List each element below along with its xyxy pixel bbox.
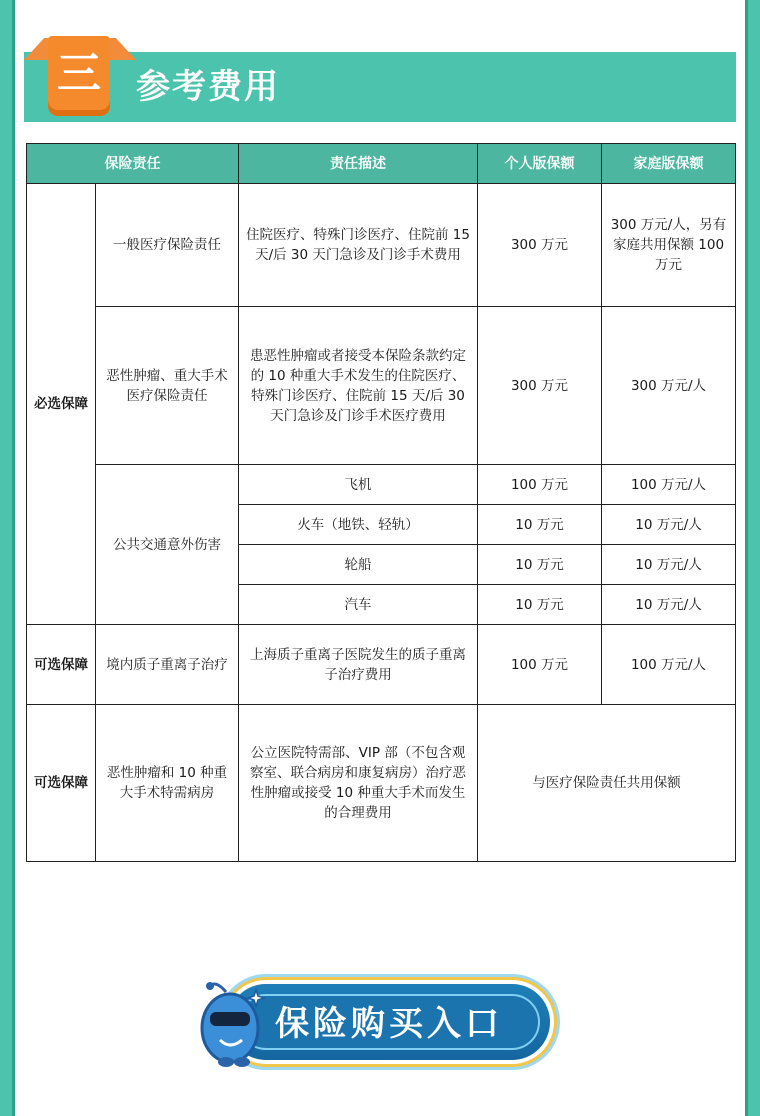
transport-type: 轮船 — [239, 545, 478, 585]
transport-type: 飞机 — [239, 465, 478, 505]
personal-amount: 300 万元 — [478, 307, 602, 465]
header-description: 责任描述 — [239, 144, 478, 184]
table-row — [27, 625, 736, 705]
section-number-badge — [48, 36, 110, 116]
buy-insurance-button[interactable] — [228, 984, 550, 1060]
table-row — [27, 465, 736, 505]
coverage-name: 公共交通意外伤害 — [96, 465, 239, 625]
left-border — [0, 0, 12, 1116]
personal-amount: 300 万元 — [478, 184, 602, 307]
coverage-name: 恶性肿瘤、重大手术医疗保险责任 — [96, 307, 239, 465]
family-amount: 100 万元/人 — [602, 465, 736, 505]
coverage-desc: 上海质子重离子医院发生的质子重离子治疗费用 — [239, 625, 478, 705]
section-header-band — [24, 52, 736, 122]
header-family: 家庭版保额 — [602, 144, 736, 184]
table-row — [27, 184, 736, 307]
personal-amount: 100 万元 — [478, 465, 602, 505]
family-amount: 10 万元/人 — [602, 505, 736, 545]
coverage-desc: 住院医疗、特殊门诊医疗、住院前 15 天/后 30 天门急诊及门诊手术费用 — [239, 184, 478, 307]
personal-amount: 10 万元 — [478, 585, 602, 625]
shared-amount: 与医疗保险责任共用保额 — [478, 705, 736, 862]
transport-type: 火车（地铁、轻轨） — [239, 505, 478, 545]
coverage-desc: 患恶性肿瘤或者接受本保险条款约定的 10 种重大手术发生的住院医疗、特殊门诊医疗、住院前 15 天/后 30 天门急诊及门诊手术医疗费用 — [239, 307, 478, 465]
personal-amount: 10 万元 — [478, 505, 602, 545]
buy-insurance-label: 保险购买入口 — [275, 1004, 503, 1044]
right-border — [748, 0, 760, 1116]
group-optional: 可选保障 — [27, 625, 96, 705]
personal-amount: 10 万元 — [478, 545, 602, 585]
table-row — [27, 705, 736, 862]
mascot-icon — [196, 978, 268, 1070]
personal-amount: 100 万元 — [478, 625, 602, 705]
section-title: 参考费用 — [136, 67, 280, 107]
section-number: 三 — [57, 48, 101, 99]
coverage-name: 一般医疗保险责任 — [96, 184, 239, 307]
family-amount: 300 万元/人 — [602, 307, 736, 465]
cost-table — [26, 143, 736, 862]
transport-type: 汽车 — [239, 585, 478, 625]
table-header-row — [27, 144, 736, 184]
coverage-name: 恶性肿瘤和 10 种重大手术特需病房 — [96, 705, 239, 862]
table-row — [27, 307, 736, 465]
family-amount: 10 万元/人 — [602, 585, 736, 625]
group-optional: 可选保障 — [27, 705, 96, 862]
family-amount: 100 万元/人 — [602, 625, 736, 705]
header-personal: 个人版保额 — [478, 144, 602, 184]
family-amount: 10 万元/人 — [602, 545, 736, 585]
group-required: 必选保障 — [27, 184, 96, 625]
coverage-desc: 公立医院特需部、VIP 部（不包含观察室、联合病房和康复病房）治疗恶性肿瘤或接受 10 种重大手术而发生的合理费用 — [239, 705, 478, 862]
header-coverage: 保险责任 — [27, 144, 239, 184]
family-amount: 300 万元/人，另有家庭共用保额 100 万元 — [602, 184, 736, 307]
coverage-name: 境内质子重离子治疗 — [96, 625, 239, 705]
